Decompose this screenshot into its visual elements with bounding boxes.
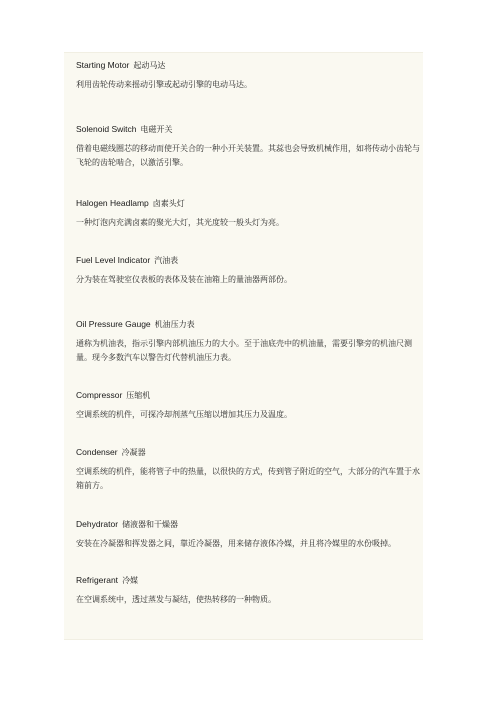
term-english: Fuel Level Indicator xyxy=(76,255,151,265)
term-english: Halogen Headlamp xyxy=(76,198,149,208)
term-heading xyxy=(76,254,432,266)
term-chinese: 起动马达 xyxy=(133,61,166,70)
glossary-entry-compressor xyxy=(76,389,432,422)
term-description: 一种灯泡内充满卤素的聚光大灯，其光度较一般头灯为亮。 xyxy=(76,218,284,227)
term-heading xyxy=(76,197,432,209)
term-chinese: 电磁开关 xyxy=(140,125,173,134)
term-heading xyxy=(76,318,432,330)
glossary-entry-condenser xyxy=(76,446,432,493)
glossary-entry-halogen-headlamp xyxy=(76,197,432,230)
term-heading xyxy=(76,389,432,401)
term-description: 在空调系统中，透过蒸发与凝结，使热转移的一种物质。 xyxy=(76,595,276,604)
term-description: 分为装在驾驶室仪表板的表体及装在油箱上的量油器两部份。 xyxy=(76,275,292,284)
glossary-entry-starting-motor xyxy=(76,59,432,92)
term-chinese: 机油压力表 xyxy=(154,320,195,329)
term-english: Solenoid Switch xyxy=(76,124,137,134)
term-chinese: 储液器和干燥器 xyxy=(122,520,179,529)
term-heading xyxy=(76,574,432,586)
glossary-entry-solenoid-switch xyxy=(76,123,432,170)
glossary-entry-fuel-level-indicator xyxy=(76,254,432,287)
term-english: Dehydrator xyxy=(76,519,119,529)
term-heading xyxy=(76,59,432,71)
term-description: 空调系统的机件，可探冷却剂蒸气压缩以增加其压力及温度。 xyxy=(76,410,292,419)
term-chinese: 卤素头灯 xyxy=(152,199,185,208)
glossary-panel xyxy=(64,52,423,640)
glossary-entry-oil-pressure-gauge xyxy=(76,318,432,365)
term-description: 安装在冷凝器和挥发器之间，靠近冷凝器，用来储存液体冷媒，并且将冷媒里的水份吸掉。 xyxy=(76,539,396,548)
term-chinese: 压缩机 xyxy=(126,391,151,400)
term-heading xyxy=(76,446,432,458)
term-english: Refrigerant xyxy=(76,575,119,585)
glossary-entry-refrigerant xyxy=(76,574,432,607)
term-chinese: 冷媒 xyxy=(122,576,139,585)
term-english: Starting Motor xyxy=(76,60,130,70)
term-chinese: 汽油表 xyxy=(154,256,179,265)
term-description: 借着电磁线圈芯的移动而使开关合的一种小开关装置。其蕊也会导致机械作用，如将传动小齿轮与飞轮的齿轮啮合，以激活引擎。 xyxy=(76,144,420,167)
term-english: Oil Pressure Gauge xyxy=(76,319,151,329)
term-heading xyxy=(76,518,432,530)
term-description: 通称为机油表，指示引擎内部机油压力的大小。至于油底壳中的机油量，需要引擎旁的机油尺测量。现今多数汽车以警告灯代替机油压力表。 xyxy=(76,339,412,362)
term-english: Condenser xyxy=(76,447,118,457)
term-chinese: 冷凝器 xyxy=(121,448,146,457)
term-description: 空调系统的机件，能将管子中的热量，以很快的方式，传到管子附近的空气，大部分的汽车置于水箱前方。 xyxy=(76,467,420,490)
term-english: Compressor xyxy=(76,390,123,400)
term-description: 利用齿轮传动来摇动引擎或起动引擎的电动马达。 xyxy=(76,80,252,89)
glossary-entry-dehydrator xyxy=(76,518,432,551)
term-heading xyxy=(76,123,432,135)
